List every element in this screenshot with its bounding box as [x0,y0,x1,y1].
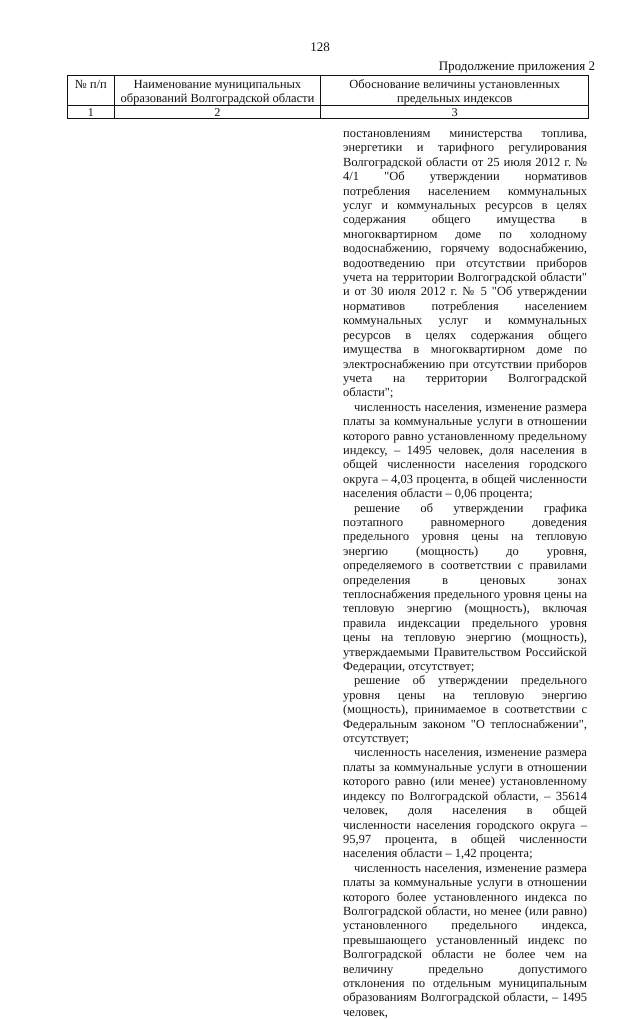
justification-paragraph: численность населения, изменение размера платы за коммунальные услуги в отношении которого равно (или менее) установленному индексу по Волгоградской области, – 35614 человек, доля населения в общей численности населения городского округа – 95,97 процента, в общей численности населения области – 1,42 процента; [343,745,587,861]
justification-paragraph: численность населения, изменение размера платы за коммунальные услуги в отношении которого равно установленному предельному индексу, – 1495 человек, доля населения в общей численности населения городского округа – 4,03 процента, в общей численности населения области – 0,06 процента; [343,399,587,501]
justification-paragraph: численность населения, изменение размера платы за коммунальные услуги в отношении которого более установленного индекса по Волгоградской области, но менее (или равно) установленного предельного индекса, превышающего установленный индекс по Волгоградской области не более чем на величину предельно допустимого отклонения по отдельным муниципальным образованиям Волгоградской области, – 1495 человек, [343,860,587,1019]
justification-text [343,126,587,1019]
column-number-3: 3 [321,106,589,119]
justification-paragraph: решение об утверждении графика поэтапного равномерного доведения предельного уровня цены на тепловую энергию (мощность) до уровня, определяемого в соответствии с правилами определения в ценовых зонах теплоснабжения предельного уровня цены на тепловую энергию (мощность), включая правила индексации предельного уровня цены на тепловую энергию (мощность), утверждаемыми Правительством Российской Федерации, отсутствует; [343,500,587,674]
page-number: 128 [310,39,330,54]
justification-paragraph: постановлениям министерства топлива, энергетики и тарифного регулирования Волгоградской области от 25 июля 2012 г. № 4/1 "Об утверждении нормативов потребления населением коммунальных услуг и коммунальных ресурсов в целях содержания общего имущества в многоквартирном доме по холодному водоснабжению, горячему водоснабжению, водоотведению при отсутствии приборов учета на территории Волгоградской области" и от 30 июля 2012 г. № 5 "Об утверждении нормативов потребления населением коммунальных услуг и коммунальных ресурсов в целях содержания общего имущества в многоквартирном доме по электроснабжению при отсутствии приборов учета на территории Волгоградской области"; [343,126,587,400]
justification-paragraph: решение об утверждении предельного уровня цены на тепловую энергию (мощность), принимаемое в соответствии с Федеральным законом "О теплоснабжении", отсутствует; [343,673,587,746]
index-justification-table [67,75,589,119]
table-column-number-row [68,106,589,119]
column-number-1: 1 [68,106,115,119]
table-header-row [68,76,589,106]
column-number-2: 2 [114,106,321,119]
column-header-justification: Обоснование величины установленных предельных индексов [321,76,589,106]
column-header-number: № п/п [68,76,115,106]
appendix-continuation-label: Продолжение приложения 2 [438,58,595,73]
column-header-municipality: Наименование муниципальных образований Волгоградской области [114,76,321,106]
